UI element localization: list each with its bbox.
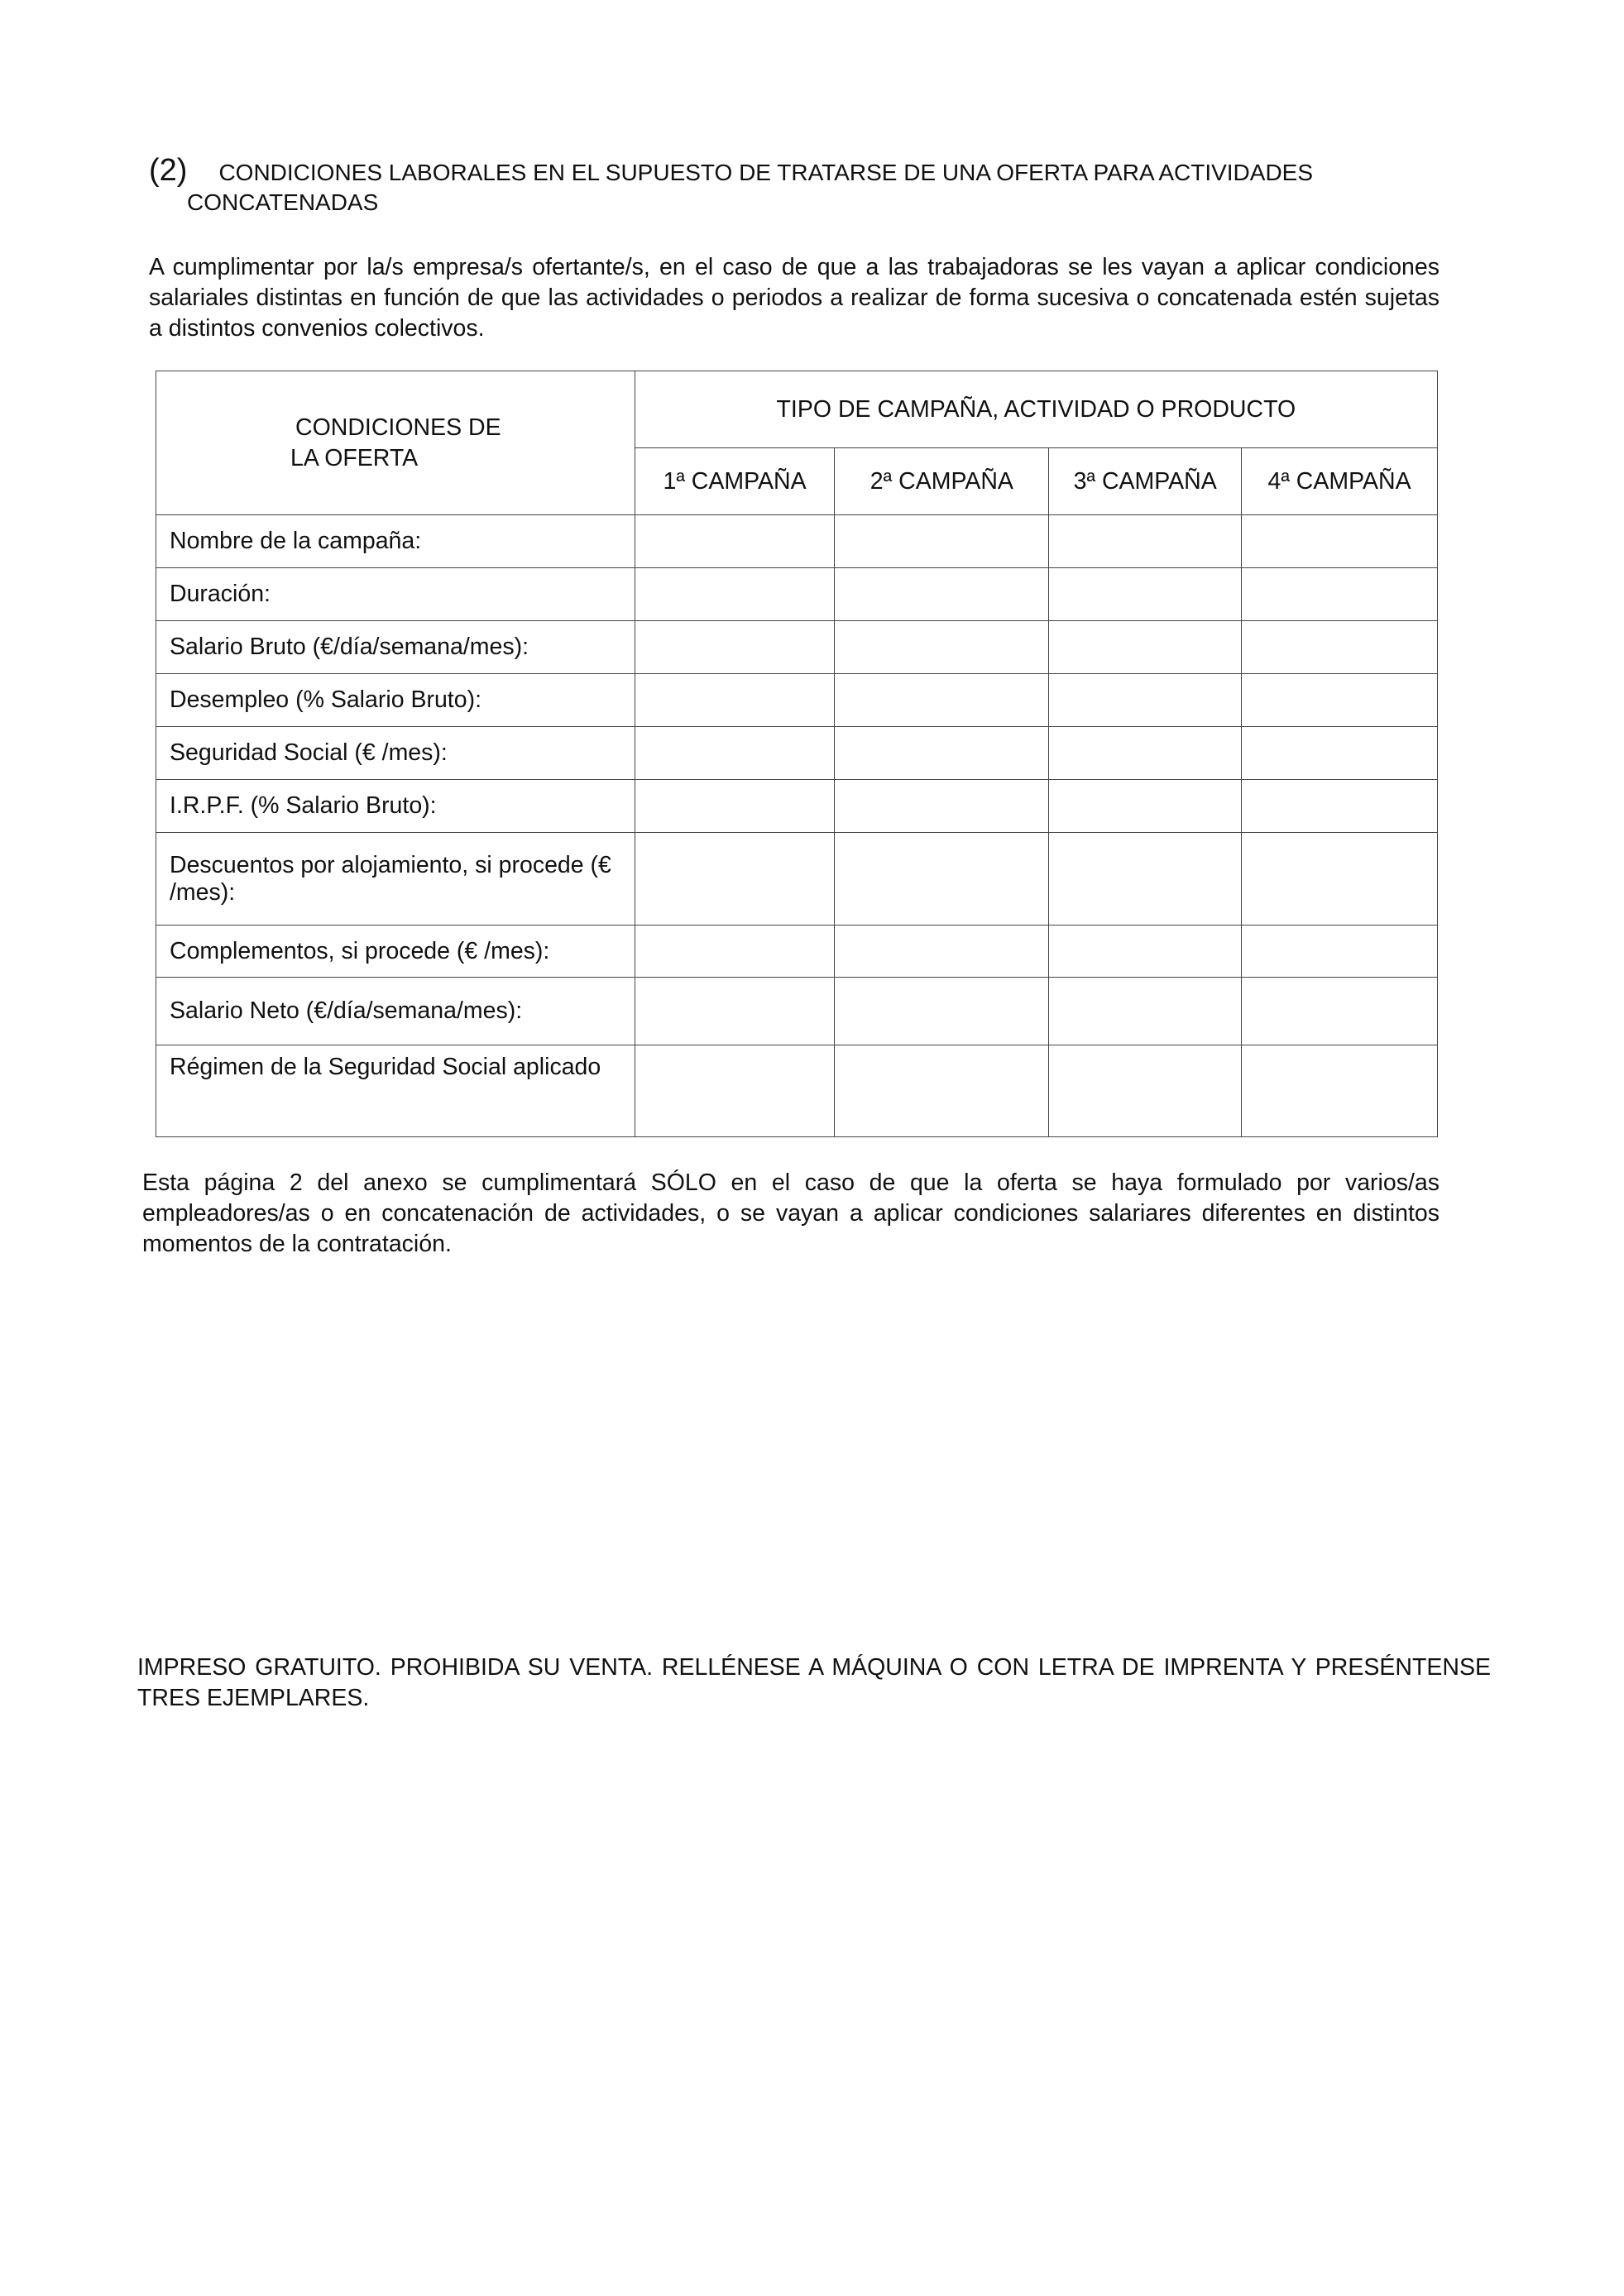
entry-cell[interactable] [1242, 926, 1438, 978]
column-header: 4ª CAMPAÑA [1242, 448, 1438, 515]
row-label: Desempleo (% Salario Bruto): [156, 674, 635, 727]
entry-cell[interactable] [1049, 727, 1242, 780]
table-row [156, 978, 1438, 1045]
conditions-table [156, 371, 1438, 1137]
entry-cell[interactable] [1242, 515, 1438, 568]
row-label: Salario Neto (€/día/semana/mes): [156, 978, 635, 1045]
entry-cell[interactable] [635, 926, 835, 978]
entry-cell[interactable] [835, 780, 1049, 833]
entry-cell[interactable] [635, 568, 835, 621]
entry-cell[interactable] [635, 780, 835, 833]
entry-cell[interactable] [835, 1045, 1049, 1137]
row-label: Régimen de la Seguridad Social aplicado [156, 1045, 635, 1137]
table-row [156, 674, 1438, 727]
entry-cell[interactable] [635, 515, 835, 568]
entry-cell[interactable] [835, 674, 1049, 727]
corner-header [156, 371, 635, 515]
entry-cell[interactable] [1242, 568, 1438, 621]
entry-cell[interactable] [1049, 674, 1242, 727]
table-row [156, 727, 1438, 780]
group-header: TIPO DE CAMPAÑA, ACTIVIDAD O PRODUCTO [635, 371, 1437, 448]
row-label: Seguridad Social (€ /mes): [156, 727, 635, 780]
table-row [156, 1045, 1438, 1137]
entry-cell[interactable] [635, 621, 835, 674]
entry-cell[interactable] [835, 621, 1049, 674]
corner-header-line1: CONDICIONES DE [295, 414, 501, 441]
entry-cell[interactable] [835, 926, 1049, 978]
entry-cell[interactable] [1242, 1045, 1438, 1137]
row-label: I.R.P.F. (% Salario Bruto): [156, 780, 635, 833]
table-row [156, 621, 1438, 674]
row-label: Complementos, si procede (€ /mes): [156, 926, 635, 978]
intro-paragraph: A cumplimentar por la/s empresa/s ofertante/s, en el caso de que a las trabajadoras se les vayan a aplicar condiciones salariales distintas en función de que las actividades o periodos a realizar de forma sucesiva o concatenada estén sujetas a distintos convenios colectivos. [149, 254, 1440, 342]
footer-notice: IMPRESO GRATUITO. PROHIBIDA SU VENTA. RELLÉNESE A MÁQUINA O CON LETRA DE IMPRENTA Y PRESÉNTENSE TRES EJEMPLARES. [137, 1654, 1491, 1711]
column-header: 2ª CAMPAÑA [835, 448, 1049, 515]
row-label: Descuentos por alojamiento, si procede (€ /mes): [156, 833, 635, 926]
entry-cell[interactable] [1049, 780, 1242, 833]
entry-cell[interactable] [1242, 780, 1438, 833]
entry-cell[interactable] [635, 674, 835, 727]
section-number: (2) [149, 153, 188, 188]
entry-cell[interactable] [1049, 978, 1242, 1045]
entry-cell[interactable] [635, 833, 835, 926]
entry-cell[interactable] [1242, 833, 1438, 926]
note-paragraph: Esta página 2 del anexo se cumplimentará SÓLO en el caso de que la oferta se haya formulado por varios/as empleadores/as o en concatenación de actividades, o se vayan a aplicar condiciones salariares diferentes en distintos momentos de la contratación. [142, 1170, 1440, 1257]
table-row [156, 926, 1438, 978]
entry-cell[interactable] [1242, 978, 1438, 1045]
entry-cell[interactable] [835, 727, 1049, 780]
row-label: Duración: [156, 568, 635, 621]
entry-cell[interactable] [635, 727, 835, 780]
entry-cell[interactable] [1242, 674, 1438, 727]
entry-cell[interactable] [835, 833, 1049, 926]
entry-cell[interactable] [1049, 568, 1242, 621]
entry-cell[interactable] [635, 978, 835, 1045]
section-heading-line1: CONDICIONES LABORALES EN EL SUPUESTO DE TRATARSE DE UNA OFERTA PARA ACTIVIDADES [218, 160, 1314, 185]
entry-cell[interactable] [1049, 1045, 1242, 1137]
entry-cell[interactable] [635, 1045, 835, 1137]
entry-cell[interactable] [1049, 926, 1242, 978]
entry-cell[interactable] [835, 978, 1049, 1045]
table-row [156, 568, 1438, 621]
column-header: 3ª CAMPAÑA [1049, 448, 1242, 515]
table-row [156, 515, 1438, 568]
entry-cell[interactable] [835, 568, 1049, 621]
row-label: Salario Bruto (€/día/semana/mes): [156, 621, 635, 674]
entry-cell[interactable] [1049, 515, 1242, 568]
entry-cell[interactable] [1049, 833, 1242, 926]
entry-cell[interactable] [1242, 727, 1438, 780]
entry-cell[interactable] [1049, 621, 1242, 674]
row-label: Nombre de la campaña: [156, 515, 635, 568]
section-heading [149, 155, 1440, 218]
corner-header-line2: LA OFERTA [290, 444, 419, 471]
table-row [156, 780, 1438, 833]
table-row [156, 833, 1438, 926]
entry-cell[interactable] [835, 515, 1049, 568]
entry-cell[interactable] [1242, 621, 1438, 674]
section-heading-line2: CONCATENADAS [187, 189, 379, 215]
column-header: 1ª CAMPAÑA [635, 448, 835, 515]
